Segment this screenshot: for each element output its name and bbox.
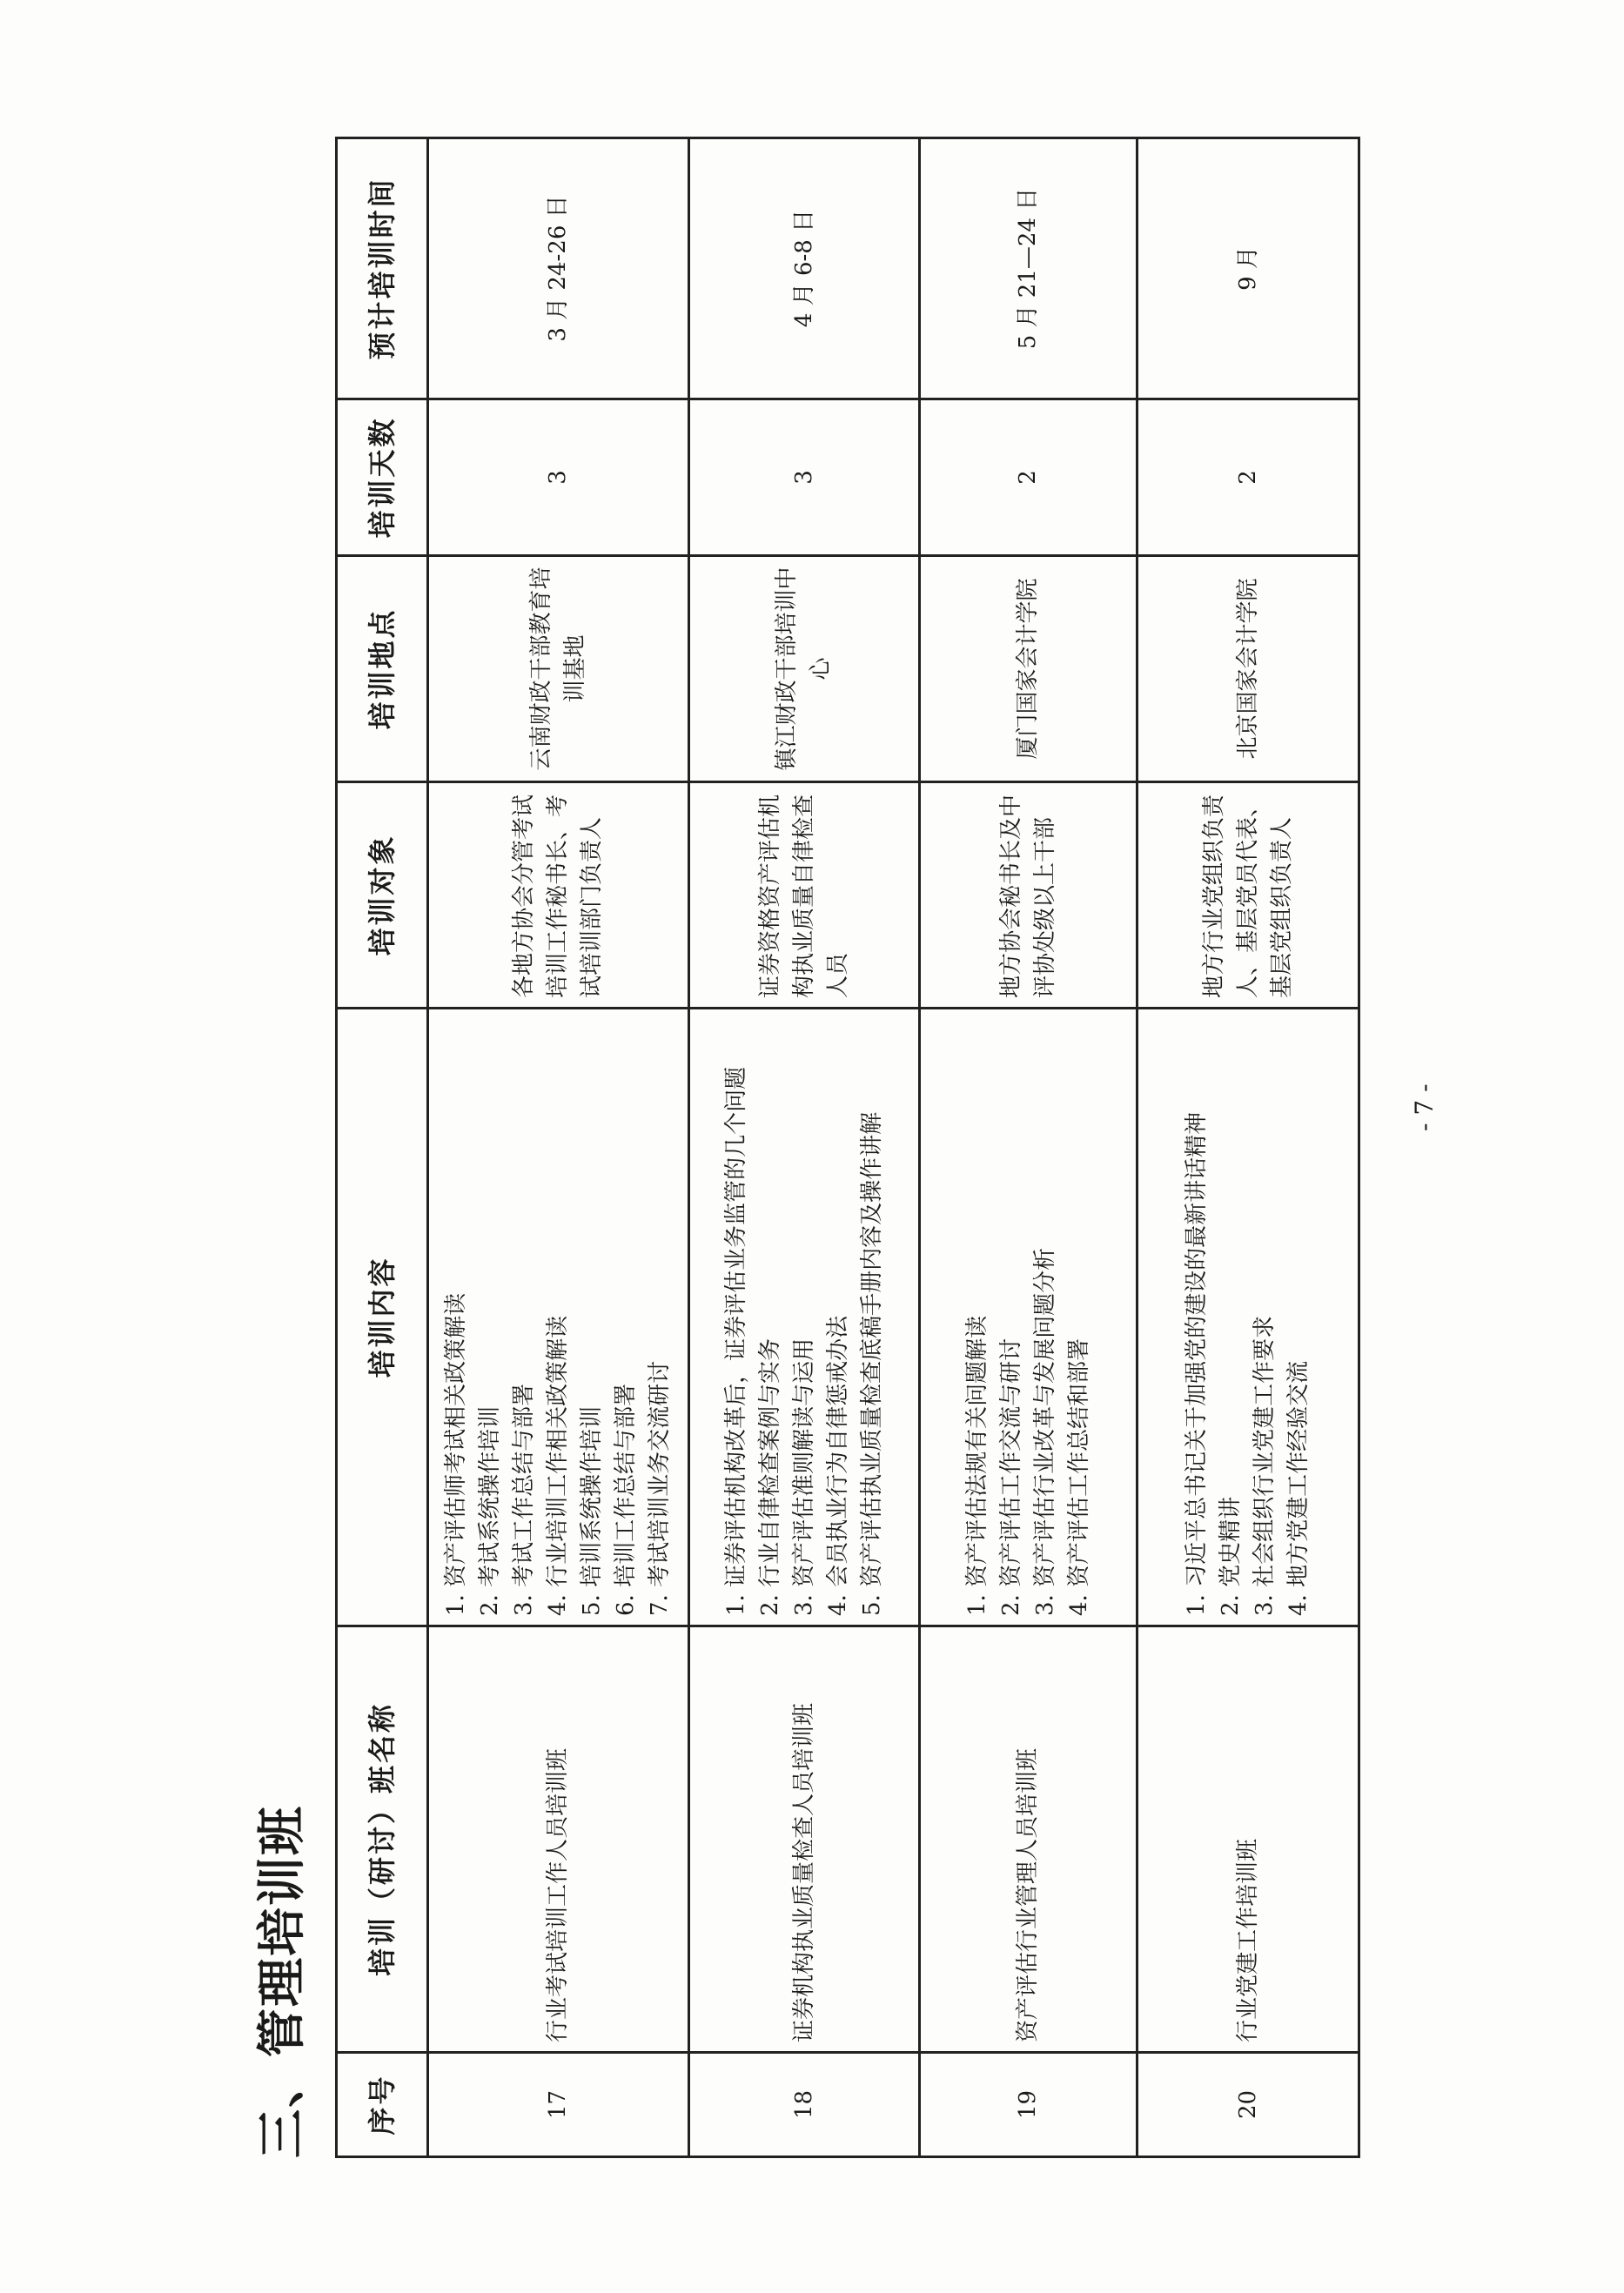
cell-days: 2 — [920, 399, 1137, 556]
content-item: 3. 考试工作总结与部署 — [511, 1383, 537, 1616]
cell-days: 3 — [689, 399, 920, 556]
cell-content — [689, 1009, 920, 1626]
cell-time: 4 月 6-8 日 — [689, 138, 920, 399]
cell-name: 证券机构执业质量检查人员培训班 — [689, 1626, 920, 2053]
table-row — [1137, 138, 1359, 2157]
cell-time: 3 月 24-26 日 — [428, 138, 689, 399]
content-item: 1. 习近平总书记关于加强党的建设的最新讲话精神 — [1184, 1111, 1210, 1616]
cell-time: 5 月 21—24 日 — [920, 138, 1137, 399]
content-item: 3. 资产评估行业改革与发展问题分析 — [1031, 1247, 1058, 1616]
rotated-content — [254, 139, 1353, 2158]
cell-name: 资产评估行业管理人员培训班 — [920, 1626, 1137, 2053]
cell-target: 地方行业党组织负责人、基层党员代表、基层党组织负责人 — [1137, 782, 1359, 1009]
section-title: 三、管理培训班 — [254, 1805, 311, 2158]
cell-target: 证券资格资产评估机构执业质量自律检查人员 — [689, 782, 920, 1009]
header-time: 预计培训时间 — [337, 138, 428, 399]
cell-no: 18 — [689, 2053, 920, 2157]
cell-no: 20 — [1137, 2053, 1359, 2157]
cell-location: 云南财政干部教育培训基地 — [428, 556, 689, 782]
cell-no: 17 — [428, 2053, 689, 2157]
content-item: 6. 培训工作总结与部署 — [613, 1383, 639, 1616]
content-item: 4. 会员执业行为自律惩戒办法 — [824, 1315, 851, 1616]
content-item: 1. 证券评估机构改革后，证券评估业务监管的几个问题 — [722, 1066, 749, 1616]
page-number: - 7 - — [1410, 1083, 1439, 1131]
content-item: 3. 社会组织行业党建工作要求 — [1252, 1315, 1278, 1616]
header-name: 培训（研讨）班名称 — [337, 1626, 428, 2053]
content-item: 2. 资产评估工作交流与研讨 — [997, 1338, 1024, 1616]
cell-days: 3 — [428, 399, 689, 556]
cell-name: 行业考试培训工作人员培训班 — [428, 1626, 689, 2053]
content-item: 2. 行业自律检查案例与实务 — [756, 1338, 783, 1616]
header-content: 培训内容 — [337, 1009, 428, 1626]
table-row — [920, 138, 1137, 2157]
cell-target: 各地方协会分管考试培训工作秘书长、考试培训部门负责人 — [428, 782, 689, 1009]
cell-location: 镇江财政干部培训中心 — [689, 556, 920, 782]
header-target: 培训对象 — [337, 782, 428, 1009]
header-no: 序号 — [337, 2053, 428, 2157]
header-row — [337, 138, 428, 2157]
header-location: 培训地点 — [337, 556, 428, 782]
content-item: 4. 地方党建工作经验交流 — [1285, 1360, 1312, 1616]
content-item: 7. 考试培训业务交流研讨 — [647, 1360, 673, 1616]
content-item: 2. 党史精讲 — [1218, 1496, 1244, 1616]
cell-no: 19 — [920, 2053, 1137, 2157]
cell-location: 北京国家会计学院 — [1137, 556, 1359, 782]
table-row — [689, 138, 920, 2157]
content-item: 1. 资产评估法规有关问题解读 — [963, 1315, 990, 1616]
content-item: 3. 资产评估准则解读与运用 — [790, 1338, 817, 1616]
content-item: 5. 资产评估执业质量检查底稿手册内容及操作讲解 — [858, 1111, 885, 1616]
cell-content — [920, 1009, 1137, 1626]
cell-content — [428, 1009, 689, 1626]
table-row — [428, 138, 689, 2157]
content-item: 2. 考试系统操作培训 — [477, 1405, 503, 1616]
cell-target: 地方协会秘书长及中评协处级以上干部 — [920, 782, 1137, 1009]
cell-name: 行业党建工作培训班 — [1137, 1626, 1359, 2053]
content-item: 4. 资产评估工作总结和部署 — [1065, 1338, 1092, 1616]
content-item: 1. 资产评估师考试相关政策解读 — [443, 1292, 469, 1616]
cell-content — [1137, 1009, 1359, 1626]
training-table — [335, 137, 1360, 2158]
cell-days: 2 — [1137, 399, 1359, 556]
header-days: 培训天数 — [337, 399, 428, 556]
cell-location: 厦门国家会计学院 — [920, 556, 1137, 782]
cell-time: 9 月 — [1137, 138, 1359, 399]
content-item: 4. 行业培训工作相关政策解读 — [545, 1315, 571, 1616]
content-item: 5. 培训系统操作培训 — [579, 1405, 605, 1616]
